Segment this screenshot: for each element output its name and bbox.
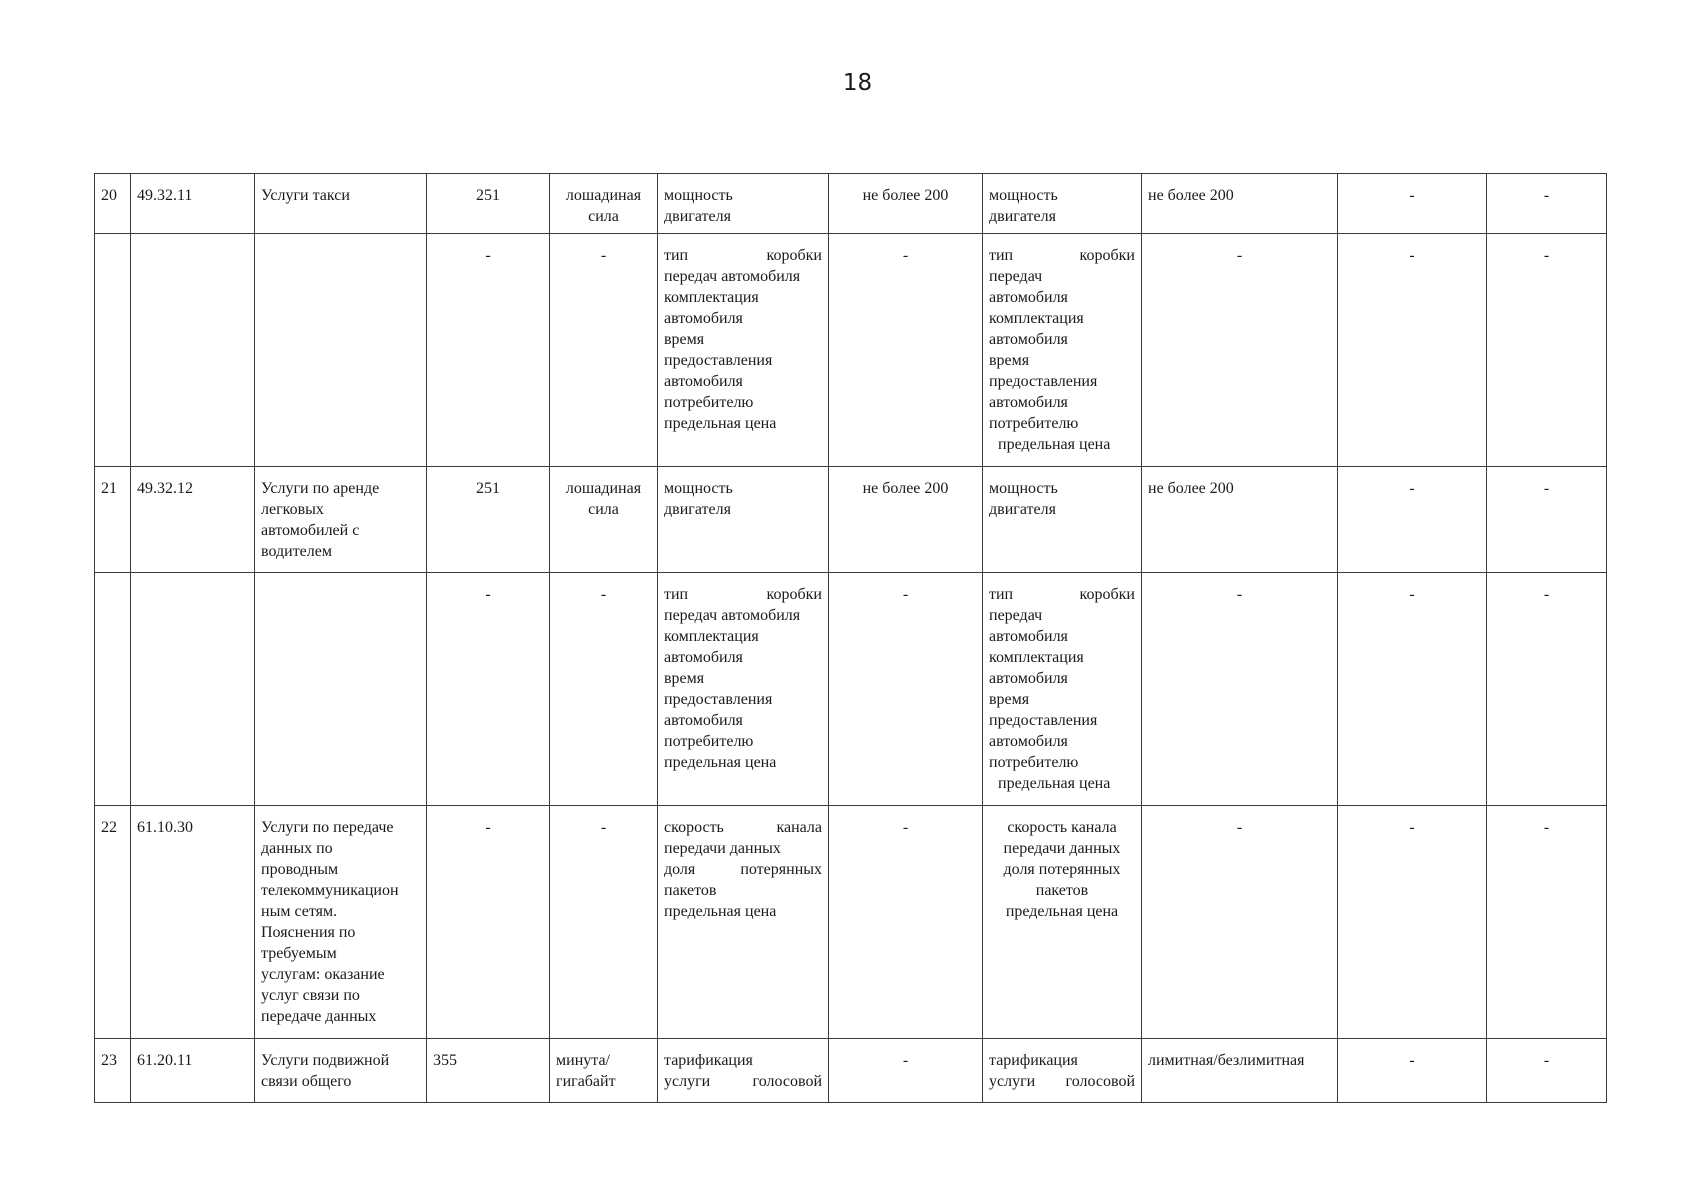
okei-code: - bbox=[427, 806, 550, 1039]
extra-column-2: - bbox=[1487, 1039, 1607, 1103]
characteristic-name-2: тип коробки передач автомобиля комплектация автомобиля время предоставления автомобиля потребителю предельная цена bbox=[983, 234, 1142, 467]
extra-column-2: - bbox=[1487, 467, 1607, 573]
characteristic-value-2: - bbox=[1142, 573, 1338, 806]
okpd2-code: 61.10.30 bbox=[131, 806, 255, 1039]
characteristic-name-2: скорость канала передачи данных доля потерянных пакетов предельная цена bbox=[983, 806, 1142, 1039]
okei-code: 251 bbox=[427, 174, 550, 234]
characteristic-name: мощность двигателя bbox=[658, 174, 829, 234]
row-number: 20 bbox=[95, 174, 131, 234]
okpd2-code: 49.32.12 bbox=[131, 467, 255, 573]
okei-code: - bbox=[427, 234, 550, 467]
unit-name: лошадиная сила bbox=[550, 467, 658, 573]
item-name: Услуги такси bbox=[255, 174, 427, 234]
characteristic-value-2: не более 200 bbox=[1142, 467, 1338, 573]
characteristic-value: - bbox=[829, 1039, 983, 1103]
row-number: 21 bbox=[95, 467, 131, 573]
extra-column-2: - bbox=[1487, 573, 1607, 806]
page-number: 18 bbox=[842, 70, 873, 96]
characteristic-value: - bbox=[829, 806, 983, 1039]
table-row bbox=[95, 234, 1607, 467]
row-number bbox=[95, 234, 131, 467]
characteristic-name-2: тарификация услуги голосовой bbox=[983, 1039, 1142, 1103]
characteristic-name: скорость канала передачи данных доля потерянных пакетов предельная цена bbox=[658, 806, 829, 1039]
characteristic-name-2: мощность двигателя bbox=[983, 467, 1142, 573]
item-name: Услуги подвижной связи общего bbox=[255, 1039, 427, 1103]
characteristic-name: тип коробки передач автомобиля комплектация автомобиля время предоставления автомобиля потребителю предельная цена bbox=[658, 573, 829, 806]
characteristic-value: не более 200 bbox=[829, 174, 983, 234]
characteristic-name-2: мощность двигателя bbox=[983, 174, 1142, 234]
extra-column-2: - bbox=[1487, 234, 1607, 467]
unit-name: - bbox=[550, 234, 658, 467]
characteristic-name: тарификация услуги голосовой bbox=[658, 1039, 829, 1103]
unit-name: - bbox=[550, 806, 658, 1039]
characteristic-value-2: - bbox=[1142, 806, 1338, 1039]
requirements-table bbox=[94, 173, 1607, 1103]
characteristic-name: тип коробки передач автомобиля комплектация автомобиля время предоставления автомобиля потребителю предельная цена bbox=[658, 234, 829, 467]
extra-column-1: - bbox=[1338, 467, 1487, 573]
row-number bbox=[95, 573, 131, 806]
okei-code: 355 bbox=[427, 1039, 550, 1103]
unit-name: минута/ гигабайт bbox=[550, 1039, 658, 1103]
characteristic-value-2: лимитная/безлимитная bbox=[1142, 1039, 1338, 1103]
unit-name: лошадиная сила bbox=[550, 174, 658, 234]
okpd2-code bbox=[131, 573, 255, 806]
table-row bbox=[95, 573, 1607, 806]
item-name bbox=[255, 573, 427, 806]
characteristic-value-2: - bbox=[1142, 234, 1338, 467]
characteristic-name: мощность двигателя bbox=[658, 467, 829, 573]
extra-column-2: - bbox=[1487, 174, 1607, 234]
item-name: Услуги по аренде легковых автомобилей с водителем bbox=[255, 467, 427, 573]
extra-column-1: - bbox=[1338, 806, 1487, 1039]
okpd2-code bbox=[131, 234, 255, 467]
extra-column-1: - bbox=[1338, 174, 1487, 234]
okei-code: 251 bbox=[427, 467, 550, 573]
extra-column-2: - bbox=[1487, 806, 1607, 1039]
characteristic-value: не более 200 bbox=[829, 467, 983, 573]
okei-code: - bbox=[427, 573, 550, 806]
extra-column-1: - bbox=[1338, 234, 1487, 467]
extra-column-1: - bbox=[1338, 573, 1487, 806]
table-row bbox=[95, 1039, 1607, 1103]
table-row bbox=[95, 467, 1607, 573]
table-row bbox=[95, 806, 1607, 1039]
table-row bbox=[95, 174, 1607, 234]
okpd2-code: 61.20.11 bbox=[131, 1039, 255, 1103]
row-number: 23 bbox=[95, 1039, 131, 1103]
extra-column-1: - bbox=[1338, 1039, 1487, 1103]
okpd2-code: 49.32.11 bbox=[131, 174, 255, 234]
item-name bbox=[255, 234, 427, 467]
characteristic-value: - bbox=[829, 573, 983, 806]
unit-name: - bbox=[550, 573, 658, 806]
row-number: 22 bbox=[95, 806, 131, 1039]
characteristic-name-2: тип коробки передач автомобиля комплектация автомобиля время предоставления автомобиля потребителю предельная цена bbox=[983, 573, 1142, 806]
characteristic-value: - bbox=[829, 234, 983, 467]
characteristic-value-2: не более 200 bbox=[1142, 174, 1338, 234]
item-name: Услуги по передаче данных по проводным телекоммуникацион ным сетям. Пояснения по требуемым услугам: оказание услуг связи по передаче данных bbox=[255, 806, 427, 1039]
